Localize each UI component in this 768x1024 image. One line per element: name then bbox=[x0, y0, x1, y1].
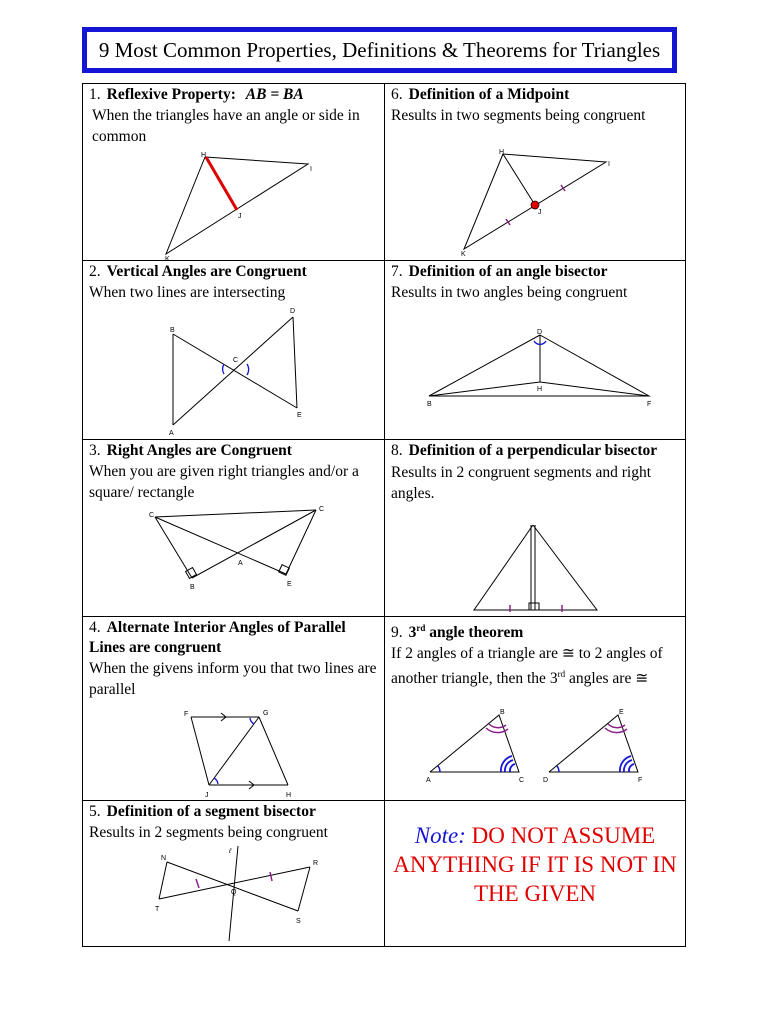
cell-8 bbox=[385, 440, 686, 617]
label-r: R bbox=[313, 860, 319, 867]
tick-mark bbox=[270, 872, 272, 881]
cell-description: Results in two angles being congruent bbox=[391, 284, 628, 301]
cell-number: 7. bbox=[391, 263, 403, 280]
cell-6 bbox=[385, 84, 686, 261]
label-i: I bbox=[608, 161, 610, 168]
label-h: H bbox=[201, 152, 207, 159]
cell-number: 5. bbox=[89, 803, 101, 820]
tick-mark bbox=[196, 879, 199, 888]
cell-3 bbox=[83, 440, 385, 617]
cell-5 bbox=[83, 801, 385, 947]
common-side-line bbox=[206, 157, 237, 210]
label-j: J bbox=[238, 213, 242, 220]
cell-number: 9. bbox=[391, 624, 403, 642]
label-f: F bbox=[647, 401, 652, 408]
label-f: F bbox=[638, 777, 643, 784]
cell-2 bbox=[83, 261, 385, 440]
label-h: H bbox=[537, 386, 543, 393]
label-line: ℓ bbox=[229, 848, 232, 855]
cell-9 bbox=[385, 617, 686, 801]
label-s: S bbox=[296, 918, 301, 925]
cell-description: When the triangles have an angle or side in common bbox=[92, 107, 360, 145]
midpoint-figure bbox=[385, 84, 685, 261]
label-c-left: C bbox=[149, 512, 155, 519]
label-g: G bbox=[263, 710, 269, 717]
label-n: N bbox=[161, 855, 167, 862]
cell-title: Alternate Interior Angles of Parallel Lines are congruent bbox=[89, 619, 346, 656]
note-text: DO NOT ASSUME ANYTHING IF IT IS NOT IN THE GIVEN bbox=[393, 823, 677, 906]
angle-bisector-figure bbox=[385, 261, 685, 440]
alternate-interior-figure bbox=[83, 617, 383, 801]
note-cell bbox=[385, 801, 686, 947]
label-b: B bbox=[427, 401, 432, 408]
cell-number: 8. bbox=[391, 442, 403, 459]
cell-number: 3. bbox=[89, 442, 101, 459]
cell-title: Definition of a Midpoint bbox=[408, 86, 570, 103]
label-a: A bbox=[238, 560, 243, 567]
cell-description: Results in 2 congruent segments and right angles. bbox=[391, 464, 652, 502]
note-colon: : bbox=[458, 823, 466, 848]
label-b: B bbox=[500, 709, 505, 716]
label-d: D bbox=[543, 777, 549, 784]
vertical-angles-figure bbox=[83, 261, 383, 440]
cell-description: Results in two segments being congruent bbox=[391, 107, 646, 124]
label-d: D bbox=[537, 329, 543, 336]
title-box bbox=[82, 27, 677, 73]
third-angle-figure bbox=[385, 617, 685, 801]
text-post: angles are ≅ bbox=[568, 670, 649, 688]
label-e: E bbox=[619, 709, 624, 716]
label-c-right: C bbox=[319, 506, 325, 513]
note bbox=[391, 821, 679, 908]
cell-title: Definition of an angle bisector bbox=[408, 263, 608, 280]
label-c: C bbox=[233, 357, 239, 364]
label-f: F bbox=[184, 711, 189, 718]
label-j: J bbox=[205, 792, 209, 799]
label-h: H bbox=[286, 792, 292, 799]
theorems-table bbox=[82, 83, 686, 947]
label-d: D bbox=[290, 308, 296, 315]
cell-4 bbox=[83, 617, 385, 801]
text-sup: rd bbox=[557, 669, 566, 680]
cell-number: 1. bbox=[89, 86, 101, 103]
title-pre: 3 bbox=[408, 624, 417, 642]
label-j: J bbox=[538, 209, 542, 216]
cell-title: Vertical Angles are Congruent bbox=[106, 263, 307, 280]
cell-description: When two lines are intersecting bbox=[89, 284, 286, 301]
cell-number: 6. bbox=[391, 86, 403, 103]
label-b: B bbox=[170, 327, 175, 334]
label-q: Q bbox=[231, 889, 237, 896]
tick-mark bbox=[506, 219, 510, 225]
title-post: angle theorem bbox=[429, 624, 524, 642]
label-h: H bbox=[499, 149, 505, 156]
label-a: A bbox=[426, 777, 431, 784]
formula: AB = BA bbox=[245, 86, 304, 103]
label-b: B bbox=[190, 584, 195, 591]
cell-title: Definition of a perpendicular bisector bbox=[408, 442, 658, 459]
cell-title: Right Angles are Congruent bbox=[106, 442, 292, 459]
cell-1 bbox=[83, 84, 385, 261]
label-c: C bbox=[519, 777, 525, 784]
cell-number: 2. bbox=[89, 263, 101, 280]
label-k: K bbox=[461, 251, 466, 258]
label-e: E bbox=[297, 412, 302, 419]
cell-title: Reflexive Property: bbox=[106, 86, 236, 103]
cell-number: 4. bbox=[89, 619, 101, 636]
note-label: Note bbox=[414, 823, 459, 848]
label-i: I bbox=[310, 166, 312, 173]
perpendicular-bisector-figure bbox=[385, 440, 685, 617]
cell-description: When you are given right triangles and/or a square/ rectangle bbox=[89, 463, 359, 501]
cell-description: When the givens inform you that two lines are parallel bbox=[89, 660, 377, 698]
cell-7 bbox=[385, 261, 686, 440]
reflexive-figure bbox=[83, 84, 383, 261]
label-k: K bbox=[165, 256, 170, 261]
page-title: 9 Most Common Properties, Definitions & Theorems for Triangles bbox=[98, 37, 661, 62]
segment-bisector-figure bbox=[83, 801, 383, 947]
label-a: A bbox=[169, 430, 174, 437]
cell-title: Definition of a segment bisector bbox=[106, 803, 316, 820]
title-sup: rd bbox=[416, 623, 426, 633]
cell-description: Results in 2 segments being congruent bbox=[89, 824, 328, 841]
label-e: E bbox=[287, 581, 292, 588]
midpoint-dot bbox=[531, 201, 539, 209]
label-t: T bbox=[155, 906, 160, 913]
right-angles-figure bbox=[83, 440, 383, 617]
text-pre: If 2 angles of a triangle are ≅ to 2 angles of another triangle, then the 3 bbox=[391, 645, 663, 688]
